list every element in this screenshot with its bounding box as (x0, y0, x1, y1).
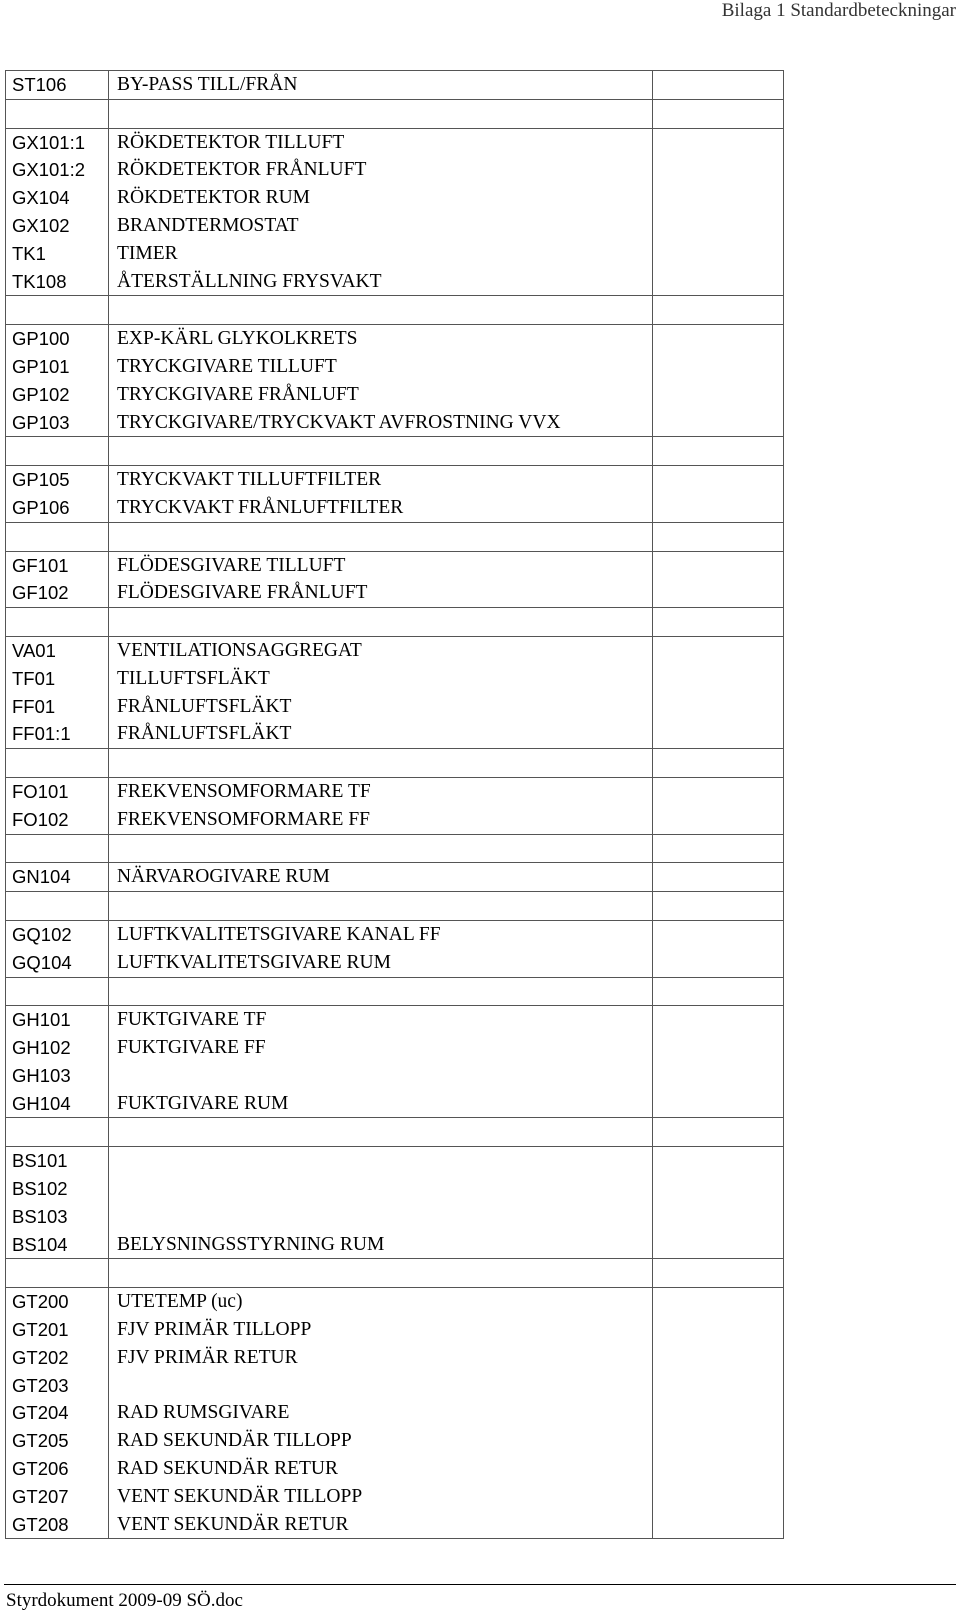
description-cell (109, 749, 653, 778)
blank-line (659, 1006, 777, 1034)
blank-line (659, 381, 777, 409)
blank-line (659, 1062, 777, 1090)
table-row (6, 1147, 784, 1259)
empty-cell (653, 325, 784, 437)
table-row (6, 466, 784, 523)
blank-line (659, 494, 777, 522)
table-row (6, 1006, 784, 1118)
designation-description (117, 1062, 646, 1090)
description-cell (109, 977, 653, 1006)
designation-description: FREKVENSOMFORMARE FF (117, 808, 371, 830)
designation-code: GP102 (12, 383, 70, 405)
table-spacer-row (6, 296, 784, 325)
designation-code: GP105 (12, 469, 70, 491)
blank-line (659, 129, 777, 157)
designation-description: BRANDTERMOSTAT (117, 214, 299, 236)
table-row (6, 325, 784, 437)
designation-code: BS102 (12, 1178, 68, 1200)
designation-description (117, 749, 646, 777)
designation-description: ÅTERSTÄLLNING FRYSVAKT (117, 270, 382, 292)
blank-line (659, 409, 777, 437)
blank-line (659, 325, 777, 353)
blank-line (659, 892, 777, 920)
designation-code: BS104 (12, 1233, 68, 1255)
blank-line (659, 637, 777, 665)
blank-line (659, 1147, 777, 1175)
designation-description (117, 978, 646, 1006)
code-cell (6, 834, 109, 863)
designation-description: FUKTGIVARE FF (117, 1037, 266, 1059)
designation-description (117, 1147, 646, 1175)
designation-code: TK108 (12, 270, 67, 292)
table-row (6, 777, 784, 834)
empty-cell (653, 892, 784, 921)
blank-line (659, 1118, 777, 1146)
blank-line (659, 921, 777, 949)
designation-description: LUFTKVALITETSGIVARE KANAL FF (117, 923, 441, 945)
table-spacer-row (6, 892, 784, 921)
designation-code: BS103 (12, 1205, 68, 1227)
designation-code: GT208 (12, 1513, 69, 1535)
designation-description (117, 1118, 646, 1146)
empty-cell (653, 863, 784, 892)
table-row (6, 551, 784, 608)
description-cell (109, 71, 653, 100)
empty-cell (653, 71, 784, 100)
code-cell (6, 1118, 109, 1147)
code-cell (6, 325, 109, 437)
designation-description: FLÖDESGIVARE FRÅNLUFT (117, 582, 368, 604)
empty-cell (653, 749, 784, 778)
description-cell (109, 608, 653, 637)
code-cell (6, 99, 109, 128)
designation-code: TK1 (12, 242, 46, 264)
blank-line (659, 1231, 777, 1259)
blank-line (659, 693, 777, 721)
designation-code: GT202 (12, 1346, 69, 1368)
blank-line (659, 184, 777, 212)
designation-description: EXP-KÄRL GLYKOLKRETS (117, 328, 358, 350)
blank-line (659, 608, 777, 636)
table-spacer-row (6, 977, 784, 1006)
description-cell (109, 777, 653, 834)
code-cell (6, 71, 109, 100)
designation-description: FRÅNLUFTSFLÄKT (117, 695, 292, 717)
table-spacer-row (6, 99, 784, 128)
designation-code: GH104 (12, 1092, 71, 1114)
code-cell (6, 1259, 109, 1288)
designation-code (12, 892, 102, 920)
empty-cell (653, 636, 784, 748)
blank-line (659, 156, 777, 184)
table-spacer-row (6, 834, 784, 863)
description-cell (109, 99, 653, 128)
designation-description (117, 835, 646, 863)
designation-code: GQ104 (12, 951, 72, 973)
designation-description: UTETEMP (uc) (117, 1291, 243, 1313)
blank-line (659, 296, 777, 324)
description-cell (109, 863, 653, 892)
code-cell (6, 437, 109, 466)
table-spacer-row (6, 522, 784, 551)
designation-code (12, 523, 102, 551)
code-cell (6, 1147, 109, 1259)
designation-code: GP106 (12, 496, 70, 518)
blank-line (659, 1034, 777, 1062)
blank-line (659, 1399, 777, 1427)
table-row (6, 863, 784, 892)
designation-description: TRYCKVAKT FRÅNLUFTFILTER (117, 496, 404, 518)
designation-description (117, 1372, 646, 1400)
empty-cell (653, 99, 784, 128)
designation-code (12, 437, 102, 465)
empty-cell (653, 522, 784, 551)
designation-description: TRYCKGIVARE FRÅNLUFT (117, 383, 359, 405)
blank-line (659, 1203, 777, 1231)
code-cell (6, 777, 109, 834)
blank-line (659, 1483, 777, 1511)
designation-description (117, 437, 646, 465)
designation-code: GT203 (12, 1374, 69, 1396)
empty-cell (653, 1288, 784, 1539)
designation-code: FF01:1 (12, 723, 71, 745)
designation-description (117, 296, 646, 324)
code-cell (6, 296, 109, 325)
table-spacer-row (6, 1118, 784, 1147)
designation-code: VA01 (12, 639, 56, 661)
designation-code: GN104 (12, 866, 71, 888)
blank-line (659, 1288, 777, 1316)
code-cell (6, 863, 109, 892)
blank-line (659, 1259, 777, 1287)
designation-description: RAD SEKUNDÄR RETUR (117, 1458, 339, 1480)
designation-code (12, 608, 102, 636)
blank-line (659, 579, 777, 607)
blank-line (659, 665, 777, 693)
blank-line (659, 240, 777, 268)
code-cell (6, 749, 109, 778)
designation-description: TIMER (117, 242, 178, 264)
designation-code (12, 749, 102, 777)
empty-cell (653, 920, 784, 977)
blank-line (659, 437, 777, 465)
blank-line (659, 353, 777, 381)
blank-line (659, 100, 777, 128)
code-cell (6, 551, 109, 608)
designation-code (12, 835, 102, 863)
designation-code (12, 296, 102, 324)
designation-description: BELYSNINGSSTYRNING RUM (117, 1233, 385, 1255)
designation-description: FLÖDESGIVARE TILLUFT (117, 554, 346, 576)
description-cell (109, 466, 653, 523)
description-cell (109, 920, 653, 977)
designation-description (117, 608, 646, 636)
table-spacer-row (6, 749, 784, 778)
designation-code: FF01 (12, 695, 56, 717)
designation-code: GQ102 (12, 923, 72, 945)
designation-description: RAD SEKUNDÄR TILLOPP (117, 1430, 352, 1452)
designation-description (117, 100, 646, 128)
table-row (6, 71, 784, 100)
empty-cell (653, 1006, 784, 1118)
blank-line (659, 863, 777, 891)
empty-cell (653, 608, 784, 637)
description-cell (109, 128, 653, 296)
designation-description (117, 1203, 646, 1231)
blank-line (659, 749, 777, 777)
designation-description: FUKTGIVARE TF (117, 1009, 267, 1031)
description-cell (109, 834, 653, 863)
blank-line (659, 1511, 777, 1539)
designation-code: FO101 (12, 780, 69, 802)
blank-line (659, 778, 777, 806)
code-cell (6, 1006, 109, 1118)
designation-description (117, 892, 646, 920)
designation-description: TRYCKGIVARE/TRYCKVAKT AVFROSTNING VVX (117, 411, 561, 433)
table-row (6, 128, 784, 296)
designation-description: FUKTGIVARE RUM (117, 1092, 289, 1114)
designation-description: RÖKDETEKTOR FRÅNLUFT (117, 159, 367, 181)
designation-description (117, 1175, 646, 1203)
blank-line (659, 949, 777, 977)
blank-line (659, 835, 777, 863)
designation-description: RAD RUMSGIVARE (117, 1402, 290, 1424)
designation-description: VENT SEKUNDÄR RETUR (117, 1513, 349, 1535)
blank-line (659, 1427, 777, 1455)
blank-line (659, 806, 777, 834)
footer-filename: Styrdokument 2009-09 SÖ.doc (6, 1590, 243, 1611)
table-row (6, 1288, 784, 1539)
designation-code: GT207 (12, 1485, 69, 1507)
empty-cell (653, 551, 784, 608)
designation-code: GP101 (12, 355, 70, 377)
description-cell (109, 296, 653, 325)
designation-description: FRÅNLUFTSFLÄKT (117, 723, 292, 745)
code-cell (6, 636, 109, 748)
designation-description (117, 523, 646, 551)
designation-code (12, 1259, 102, 1287)
designation-code (12, 978, 102, 1006)
designation-description: RÖKDETEKTOR RUM (117, 187, 311, 209)
page-header-title: Bilaga 1 Standardbeteckningar (721, 0, 956, 21)
code-cell (6, 608, 109, 637)
designation-description: VENT SEKUNDÄR TILLOPP (117, 1485, 363, 1507)
designation-description: FJV PRIMÄR TILLOPP (117, 1319, 312, 1341)
designation-code: GF101 (12, 554, 69, 576)
designation-code: GX101:2 (12, 159, 86, 181)
blank-line (659, 1372, 777, 1400)
designation-code: FO102 (12, 808, 69, 830)
blank-line (659, 1175, 777, 1203)
blank-line (659, 720, 777, 748)
designation-description: VENTILATIONSAGGREGAT (117, 639, 362, 661)
designation-code: GX101:1 (12, 131, 86, 153)
description-cell (109, 522, 653, 551)
blank-line (659, 268, 777, 296)
designation-code: GT201 (12, 1319, 69, 1341)
empty-cell (653, 1118, 784, 1147)
description-cell (109, 551, 653, 608)
code-cell (6, 892, 109, 921)
table-row (6, 636, 784, 748)
designation-code: GX102 (12, 214, 70, 236)
table-spacer-row (6, 437, 784, 466)
description-cell (109, 892, 653, 921)
designation-table-body (6, 71, 784, 1539)
designation-description: LUFTKVALITETSGIVARE RUM (117, 951, 391, 973)
designation-code (12, 100, 102, 128)
empty-cell (653, 296, 784, 325)
designation-code: GT206 (12, 1458, 69, 1480)
code-cell (6, 522, 109, 551)
description-cell (109, 1147, 653, 1259)
designation-code: TF01 (12, 667, 56, 689)
table-spacer-row (6, 1259, 784, 1288)
designation-description: BY-PASS TILL/FRÅN (117, 74, 298, 95)
designation-table (5, 70, 784, 1539)
designation-code: GH102 (12, 1037, 71, 1059)
blank-line (659, 71, 777, 99)
designation-code: GT205 (12, 1430, 69, 1452)
blank-line (659, 552, 777, 580)
code-cell (6, 466, 109, 523)
code-cell (6, 977, 109, 1006)
description-cell (109, 1006, 653, 1118)
blank-line (659, 523, 777, 551)
designation-description: FJV PRIMÄR RETUR (117, 1346, 298, 1368)
empty-cell (653, 128, 784, 296)
designation-description: TRYCKVAKT TILLUFTFILTER (117, 469, 382, 491)
designation-code: BS101 (12, 1150, 68, 1172)
description-cell (109, 1259, 653, 1288)
code-cell (6, 128, 109, 296)
designation-code: GX104 (12, 187, 70, 209)
blank-line (659, 1344, 777, 1372)
empty-cell (653, 466, 784, 523)
description-cell (109, 1288, 653, 1539)
designation-code: GF102 (12, 582, 69, 604)
footer-rule (4, 1584, 956, 1585)
description-cell (109, 325, 653, 437)
empty-cell (653, 977, 784, 1006)
blank-line (659, 466, 777, 494)
designation-description: TRYCKGIVARE TILLUFT (117, 355, 337, 377)
blank-line (659, 212, 777, 240)
code-cell (6, 1288, 109, 1539)
description-cell (109, 437, 653, 466)
designation-code: GP100 (12, 328, 70, 350)
designation-code (12, 1118, 102, 1146)
designation-code: GT200 (12, 1291, 69, 1313)
designation-code: GH103 (12, 1064, 71, 1086)
empty-cell (653, 834, 784, 863)
description-cell (109, 1118, 653, 1147)
designation-code: GH101 (12, 1009, 71, 1031)
table-spacer-row (6, 608, 784, 637)
empty-cell (653, 1147, 784, 1259)
empty-cell (653, 777, 784, 834)
designation-description (117, 1259, 646, 1287)
empty-cell (653, 437, 784, 466)
designation-description: NÄRVAROGIVARE RUM (117, 866, 330, 888)
code-cell (6, 920, 109, 977)
blank-line (659, 1316, 777, 1344)
blank-line (659, 1090, 777, 1118)
designation-description: TILLUFTSFLÄKT (117, 667, 270, 689)
designation-code: GP103 (12, 411, 70, 433)
description-cell (109, 636, 653, 748)
blank-line (659, 1455, 777, 1483)
blank-line (659, 978, 777, 1006)
designation-description: FREKVENSOMFORMARE TF (117, 780, 371, 802)
empty-cell (653, 1259, 784, 1288)
designation-code: GT204 (12, 1402, 69, 1424)
designation-description: RÖKDETEKTOR TILLUFT (117, 131, 345, 153)
table-row (6, 920, 784, 977)
designation-code: ST106 (12, 74, 67, 95)
